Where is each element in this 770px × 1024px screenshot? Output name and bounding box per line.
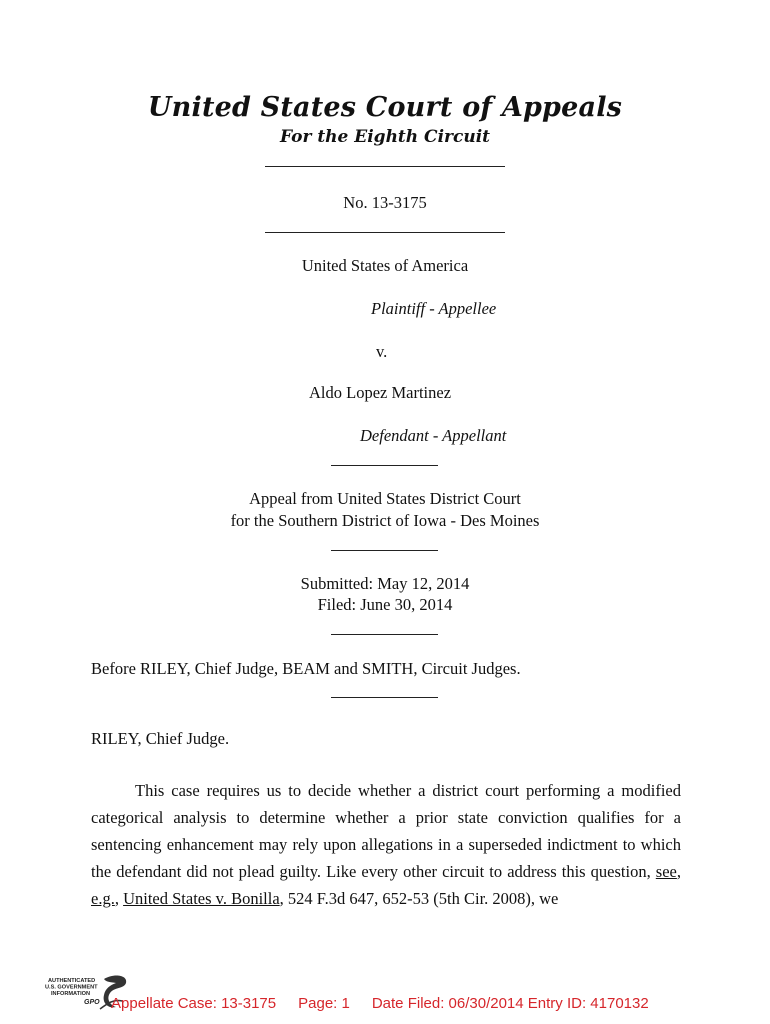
divider bbox=[331, 465, 438, 466]
footer-case-number: Appellate Case: 13-3175 bbox=[111, 995, 277, 1012]
footer-filed-entry: Date Filed: 06/30/2014 Entry ID: 4170132 bbox=[371, 995, 649, 1012]
page-footer bbox=[111, 995, 671, 1012]
appeal-line-1: Appeal from United States District Court bbox=[249, 489, 521, 508]
circuit-name: For the Eighth Circuit bbox=[279, 127, 491, 147]
opinion-lead-text: This case requires us to decide whether a district court performing a modified categorical analysis to determine whether a prior state conviction qualifies for a sentencing enhancement may rely upon allegations in a superseded indictment to which the defendant did not plead guilty. Like every other circuit to address this question, bbox=[91, 781, 681, 881]
eg-signal: e.g. bbox=[91, 889, 115, 908]
logo-line-1: AUTHENTICATED bbox=[48, 978, 96, 984]
divider bbox=[265, 166, 505, 167]
divider bbox=[331, 697, 438, 698]
submitted-date: Submitted: May 12, 2014 bbox=[300, 574, 470, 593]
plaintiff-role: Plaintiff - Appellee bbox=[371, 299, 497, 318]
logo-line-4: GPO bbox=[84, 999, 100, 1006]
citation-text: , 524 F.3d 647, 652-53 (5th Cir. 2008), we bbox=[279, 889, 559, 908]
versus-label: v. bbox=[376, 342, 388, 361]
filed-date: Filed: June 30, 2014 bbox=[317, 595, 453, 614]
opinion-author: RILEY, Chief Judge. bbox=[91, 729, 230, 748]
defendant-role: Defendant - Appellant bbox=[360, 426, 507, 445]
case-number: No. 13-3175 bbox=[343, 193, 427, 212]
appeal-line-2: for the Southern District of Iowa - Des Moines bbox=[230, 511, 540, 530]
divider bbox=[331, 634, 438, 635]
logo-line-2: U.S. GOVERNMENT bbox=[45, 984, 98, 991]
plaintiff-name: United States of America bbox=[301, 256, 469, 275]
defendant-name: Aldo Lopez Martinez bbox=[309, 383, 452, 402]
divider bbox=[265, 232, 505, 233]
logo-line-3: INFORMATION bbox=[51, 991, 91, 997]
footer-page-number: Page: 1 bbox=[298, 995, 350, 1012]
opinion-paragraph: This case requires us to decide whether a district court performing a modified categorical analysis to determine whether a prior state conviction qualifies for a sentencing enhancement may rely upon allegations in a superseded indictment to which the defendant did not plead guilty. Like every other circuit to address this question, see, e.g., United States v. Bonilla, 524 F.3d 647, 652-53 (5th Cir. 2008), we bbox=[91, 781, 681, 908]
see-signal: see bbox=[655, 862, 677, 881]
case-citation-name: United States v. Bonilla bbox=[123, 889, 280, 908]
court-name: United States Court of Appeals bbox=[147, 92, 623, 123]
panel-line: Before RILEY, Chief Judge, BEAM and SMITH, Circuit Judges. bbox=[91, 659, 521, 678]
divider bbox=[331, 550, 438, 551]
